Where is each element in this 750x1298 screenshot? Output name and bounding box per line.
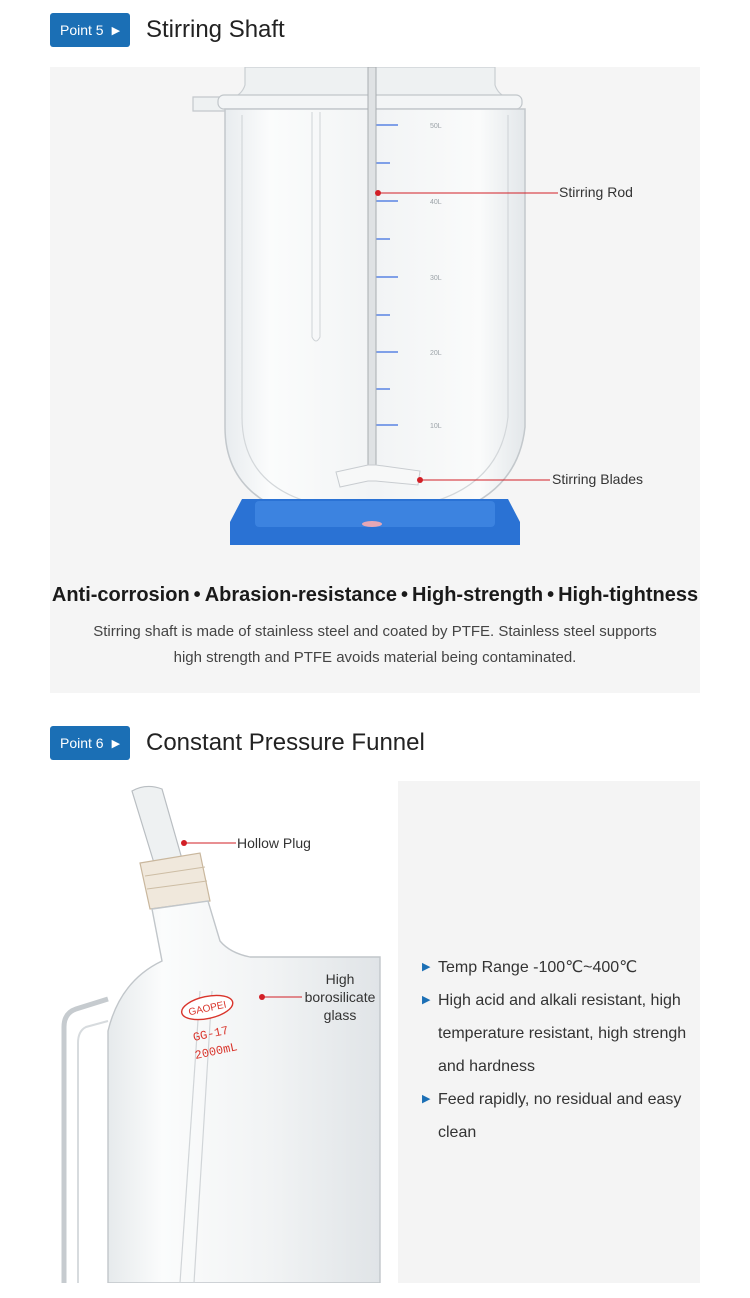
section-5-header: [50, 12, 285, 48]
graduation-label: 50L: [430, 123, 442, 130]
constant-pressure-funnel-panel: [50, 781, 700, 1283]
play-triangle-icon: ▶: [422, 1093, 431, 1105]
play-triangle-icon: ▶: [111, 24, 121, 37]
play-triangle-icon: ▶: [111, 737, 121, 750]
point-badge: [50, 726, 130, 760]
features-line: [50, 584, 700, 607]
badge-label: Point 5: [60, 22, 104, 38]
play-triangle-icon: ▶: [422, 994, 431, 1006]
play-triangle-icon: ▶: [422, 961, 431, 973]
stirring-shaft-panel: [50, 67, 700, 693]
list-item-text: High acid and alkali resistant, high temperature resistant, high strengh and hardness: [438, 992, 687, 1075]
feature-separator: •: [193, 584, 201, 606]
feature-item: High-strength: [412, 584, 544, 606]
stirring-shaft-description: Stirring shaft is made of stainless steel and coated by PTFE. Stainless steel supports high strength and PTFE avoids material being contaminated.: [93, 623, 657, 666]
funnel-features-list: [422, 951, 692, 1149]
section-title: Constant Pressure Funnel: [146, 729, 425, 756]
section-title: Stirring Shaft: [146, 16, 285, 43]
funnel-image-area: [50, 781, 398, 1283]
list-item: [422, 984, 692, 1083]
stirring-blades-label: Stirring Blades: [552, 471, 644, 487]
point-badge: [50, 13, 130, 47]
feature-item: High-tightness: [558, 584, 699, 606]
borosilicate-glass-label: High borosilicate glass: [304, 971, 376, 1023]
graduation-label: 20L: [430, 350, 442, 357]
feature-separator: •: [547, 584, 555, 606]
feature-item: Abrasion-resistance: [204, 584, 397, 606]
list-item-text: Feed rapidly, no residual and easy clean: [438, 1091, 682, 1141]
funnel-image: [50, 781, 398, 1283]
hollow-plug-label: Hollow Plug: [237, 835, 311, 851]
glass-grade-mark: GG-17: [191, 1023, 230, 1045]
graduation-label: 10L: [430, 423, 442, 430]
section-6-header: [50, 725, 425, 761]
badge-label: Point 6: [60, 735, 104, 751]
list-item: [422, 951, 692, 984]
glass-volume-mark: 2000mL: [193, 1040, 239, 1063]
list-item: [422, 1083, 692, 1149]
list-item-text: Temp Range -100℃~400℃: [438, 959, 638, 976]
glass-brand-mark: GAOPEI: [187, 999, 228, 1019]
stirring-rod-label: Stirring Rod: [559, 184, 633, 200]
feature-separator: •: [400, 584, 408, 606]
feature-item: Anti-corrosion: [51, 584, 190, 606]
graduation-label: 30L: [430, 275, 442, 282]
graduation-label: 40L: [430, 199, 442, 206]
